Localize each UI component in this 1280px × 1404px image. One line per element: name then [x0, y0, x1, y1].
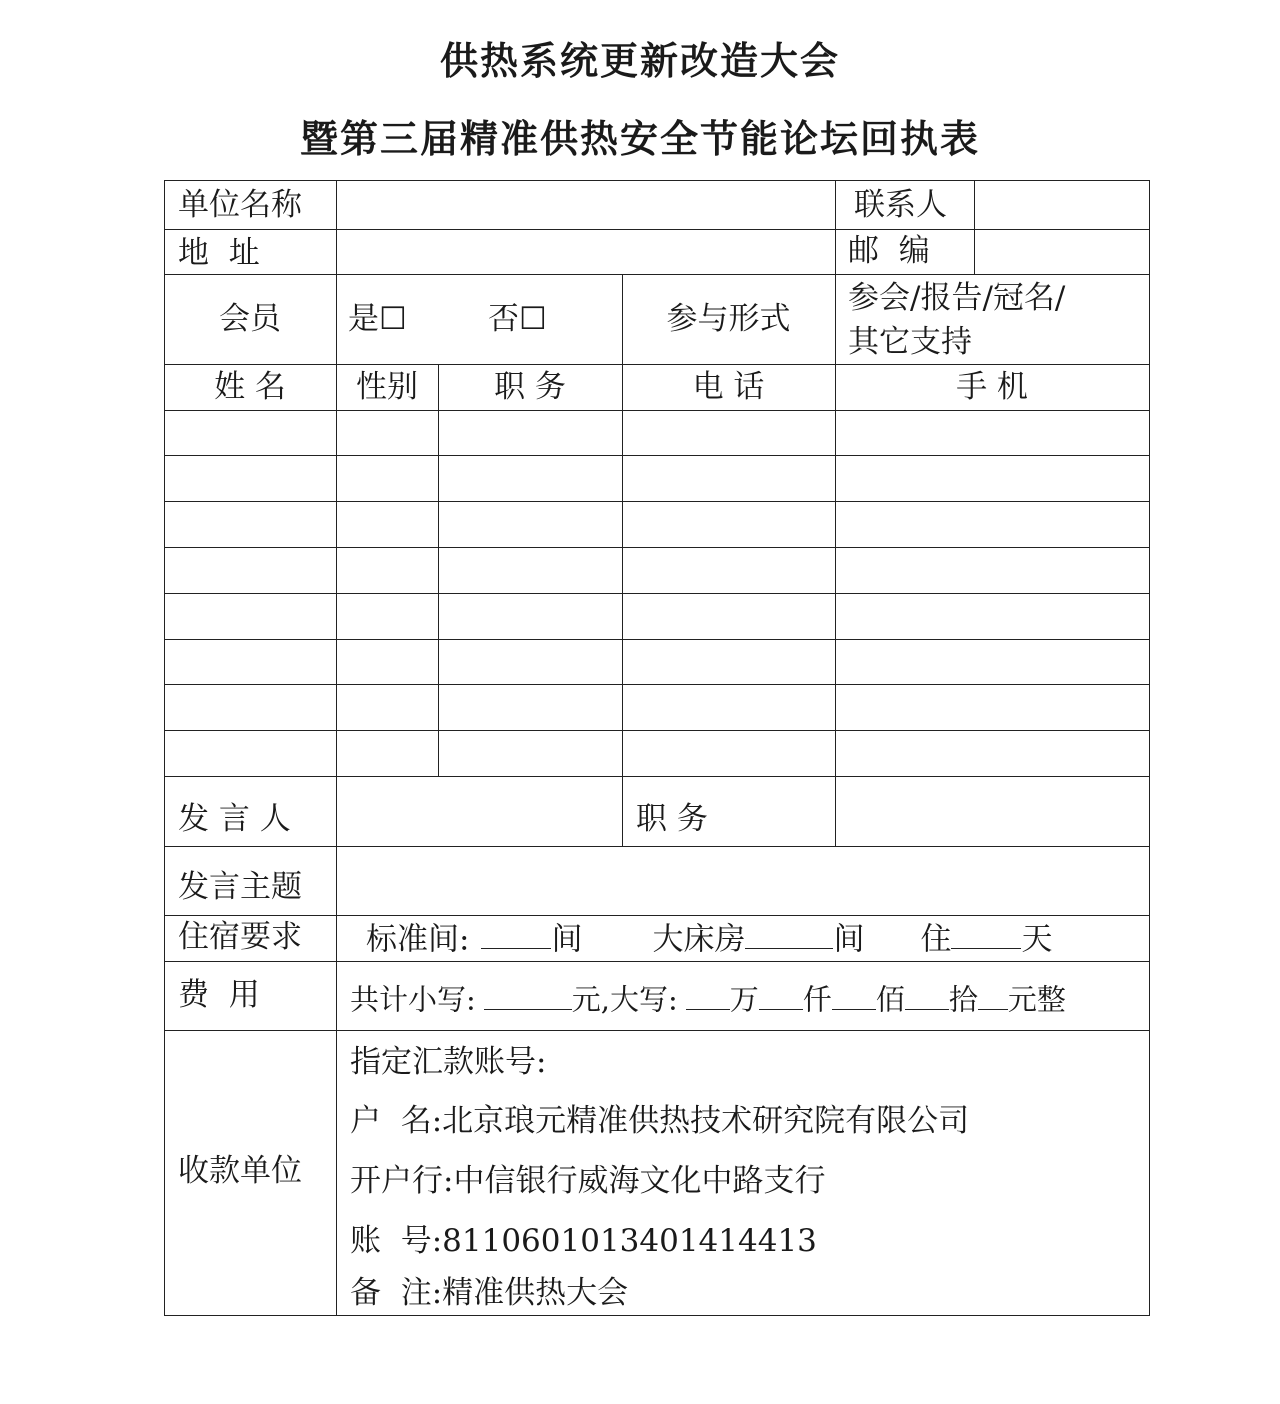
bank-label: 开户行:: [350, 1163, 454, 1199]
member-label: 会员: [219, 301, 281, 337]
bank-row: [350, 1163, 826, 1199]
fee-shi-unit: 拾: [948, 982, 978, 1017]
fee-shi-blank[interactable]: [905, 984, 949, 1010]
account-number-label: 账 号:: [350, 1223, 443, 1259]
note-value: 精准供热大会: [442, 1275, 629, 1311]
participation-options-line2: 其它支持: [848, 324, 972, 360]
form-title-line2: 暨第三届精准供热安全节能论坛回执表: [299, 117, 980, 161]
fee-label: 费 用: [178, 977, 260, 1013]
note-label: 备 注:: [350, 1275, 443, 1311]
king-room-label: 大床房: [652, 921, 746, 958]
remittance-heading: 指定汇款账号:: [350, 1044, 547, 1080]
participation-options-line1: 参会/报告/冠名/: [848, 280, 1066, 316]
stay-label: 住: [920, 921, 952, 958]
column-name-header: 姓 名: [214, 369, 286, 405]
postcode-label: 邮 编: [848, 233, 930, 269]
account-number-value: 8110601013401414413: [442, 1223, 817, 1259]
member-yes-checkbox[interactable]: 是☐: [348, 301, 407, 337]
speech-topic-label: 发言主题: [178, 869, 302, 905]
contact-label: 联系人: [854, 187, 947, 223]
fee-bai-blank[interactable]: [832, 984, 876, 1010]
fee-qian-blank[interactable]: [759, 984, 803, 1010]
fee-small-blank[interactable]: [484, 984, 572, 1010]
column-position-header: 职 务: [494, 369, 566, 405]
fee-wan-blank[interactable]: [686, 984, 730, 1010]
fee-yuanzheng-unit: 元整: [1007, 982, 1066, 1017]
note-row: [350, 1275, 629, 1311]
account-name-value: 北京琅元精准供热技术研究院有限公司: [442, 1103, 970, 1139]
speaker-label: 发 言 人: [178, 801, 291, 837]
fee-yuan-blank[interactable]: [978, 984, 1008, 1010]
lodging-line: [366, 921, 1053, 958]
column-phone-header: 电 话: [692, 369, 765, 405]
account-name-row: [350, 1103, 970, 1139]
fee-small-label: 共计小写:: [350, 982, 476, 1017]
king-room-count-blank[interactable]: [745, 922, 833, 949]
payee-label: 收款单位: [178, 1153, 302, 1189]
member-no-checkbox[interactable]: 否☐: [488, 301, 547, 337]
lodging-label: 住宿要求: [178, 919, 302, 955]
lodging-standard-label: 标准间:: [366, 921, 470, 958]
address-label: 地 址: [178, 235, 260, 271]
bank-value: 中信银行威海文化中路支行: [453, 1163, 826, 1199]
fee-bai-unit: 佰: [875, 982, 905, 1017]
fee-wan-unit: 万: [729, 982, 759, 1017]
fee-qian-unit: 仟: [802, 982, 832, 1017]
speaker-position-label: 职 务: [636, 801, 708, 837]
column-gender-header: 性别: [356, 369, 418, 405]
stay-days-blank[interactable]: [951, 922, 1021, 949]
king-room-unit: 间: [833, 921, 865, 958]
fee-yuan-label: 元,大写:: [571, 982, 678, 1017]
form-title-line1: 供热系统更新改造大会: [439, 39, 840, 83]
standard-room-count-blank[interactable]: [481, 922, 551, 949]
account-number-row: [350, 1223, 817, 1259]
days-unit: 天: [1021, 921, 1053, 958]
column-mobile-header: 手 机: [956, 369, 1028, 405]
unit-name-label: 单位名称: [178, 187, 302, 223]
standard-room-unit: 间: [551, 921, 583, 958]
participation-label: 参与形式: [666, 301, 791, 337]
account-name-label: 户 名:: [350, 1103, 443, 1139]
fee-line: [350, 984, 1066, 1015]
